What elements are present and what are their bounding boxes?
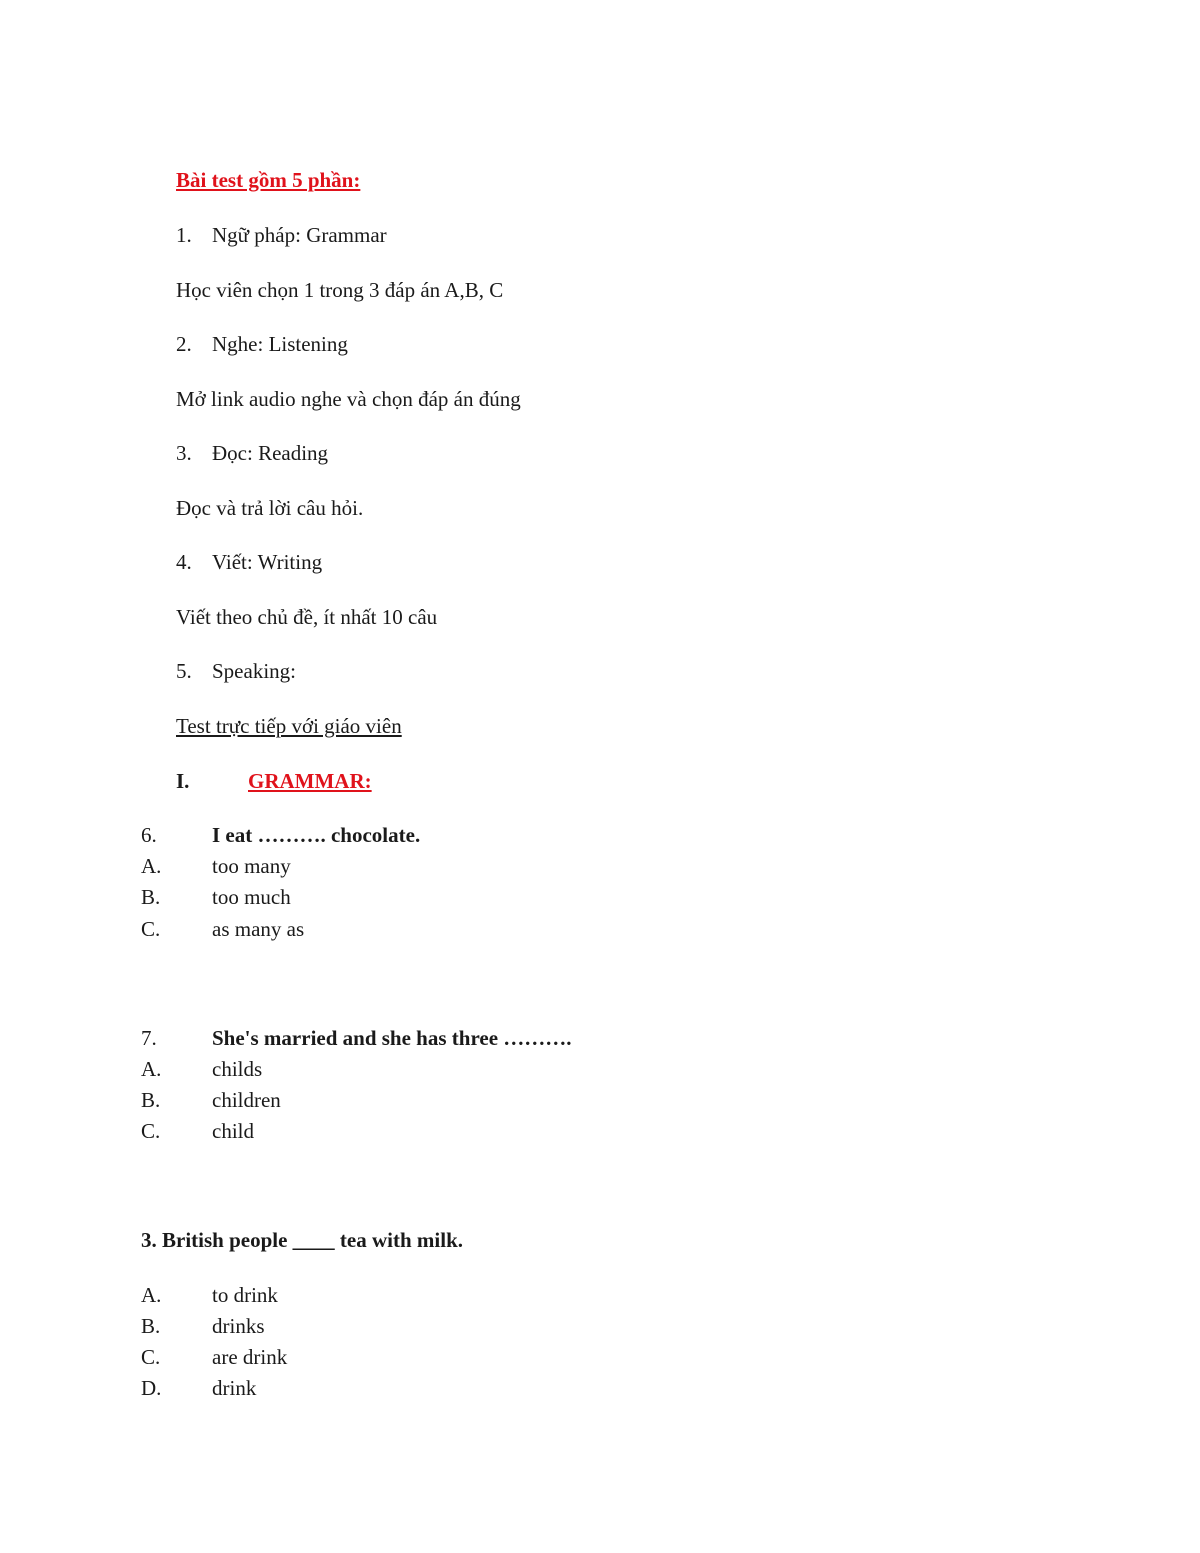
part-5-number: 5.	[176, 659, 192, 683]
question-6-option-a: too many	[212, 854, 291, 878]
part-4-number: 4.	[176, 550, 192, 574]
part-5-description: Test trực tiếp với giáo viên	[176, 714, 402, 738]
part-4-description: Viết theo chủ đề, ít nhất 10 câu	[176, 605, 438, 629]
question-3-option-d: drink	[212, 1376, 257, 1400]
question-7-option-a: childs	[212, 1057, 263, 1081]
part-2-label: Nghe: Listening	[212, 332, 348, 356]
part-1-description: Học viên chọn 1 trong 3 đáp án A,B, C	[176, 278, 504, 302]
part-3-description: Đọc và trả lời câu hỏi.	[176, 496, 364, 520]
part-4-label: Viết: Writing	[212, 550, 323, 574]
question-3-option-a: to drink	[212, 1283, 278, 1307]
question-3-option-c-letter: C.	[141, 1345, 161, 1369]
question-3-option-b: drinks	[212, 1314, 265, 1338]
question-6-text: I eat ………. chocolate.	[212, 823, 421, 847]
question-7-option-b-letter: B.	[141, 1088, 161, 1112]
question-6-option-b: too much	[212, 885, 291, 909]
question-7-option-b: children	[212, 1088, 281, 1112]
part-2-description: Mở link audio nghe và chọn đáp án đúng	[176, 387, 521, 411]
question-3-option-a-letter: A.	[141, 1283, 162, 1307]
question-3-option-b-letter: B.	[141, 1314, 161, 1338]
intro-title: Bài test gồm 5 phần:	[176, 168, 361, 192]
question-3-option-c: are drink	[212, 1345, 288, 1369]
question-7-number: 7.	[141, 1026, 157, 1050]
question-6-option-c: as many as	[212, 917, 305, 941]
part-3-number: 3.	[176, 441, 192, 465]
question-7-option-a-letter: A.	[141, 1057, 162, 1081]
section-number: I.	[176, 769, 190, 793]
question-3-text: 3. British people ____ tea with milk.	[141, 1228, 464, 1252]
question-3-option-d-letter: D.	[141, 1376, 162, 1400]
part-2-number: 2.	[176, 332, 192, 356]
question-6-option-a-letter: A.	[141, 854, 162, 878]
part-1-label: Ngữ pháp: Grammar	[212, 223, 387, 247]
question-7-text: She's married and she has three ……….	[212, 1026, 572, 1050]
section-title: GRAMMAR:	[248, 769, 372, 793]
part-5-label: Speaking:	[212, 659, 296, 683]
question-6-number: 6.	[141, 823, 157, 847]
part-1-number: 1.	[176, 223, 192, 247]
question-6-option-b-letter: B.	[141, 885, 161, 909]
question-7-option-c: child	[212, 1119, 254, 1143]
part-3-label: Đọc: Reading	[212, 441, 329, 465]
question-6-option-c-letter: C.	[141, 917, 161, 941]
question-7-option-c-letter: C.	[141, 1119, 161, 1143]
